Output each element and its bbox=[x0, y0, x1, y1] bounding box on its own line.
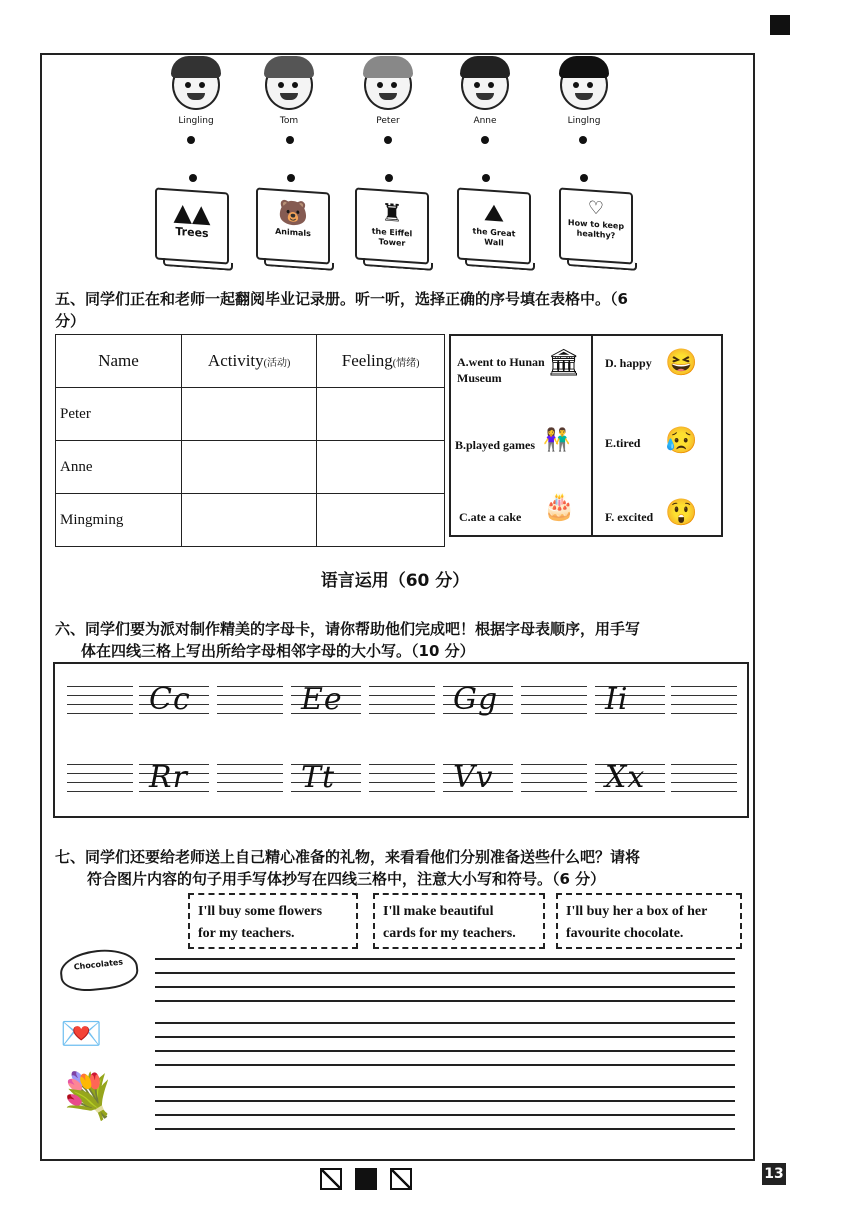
book-healthy bbox=[559, 187, 633, 264]
girl-face-icon bbox=[560, 60, 608, 110]
title-line: 符合图片内容的句子用手写体抄写在四线三格中，注意大小写和符号。（6 分） bbox=[87, 870, 606, 888]
page-number: 13 bbox=[762, 1163, 786, 1185]
book-label: the Eiffel Tower bbox=[371, 226, 413, 248]
title-line: 体在四线三格上写出所给字母相邻字母的大小写。（10 分） bbox=[81, 642, 475, 660]
row-name: Peter bbox=[56, 388, 182, 441]
boy-face-icon bbox=[172, 60, 220, 110]
activity-answer-cell[interactable] bbox=[182, 388, 317, 441]
row-name: Mingming bbox=[56, 494, 182, 547]
question-7-title bbox=[55, 846, 745, 890]
flowers-icon: 💐 bbox=[60, 1071, 115, 1122]
chocolate-label: Chocolates bbox=[58, 946, 140, 994]
scan-mark-icon bbox=[390, 1168, 412, 1190]
writing-line[interactable] bbox=[155, 958, 735, 960]
sentence-line: favourite chocolate. bbox=[566, 926, 684, 941]
happy-face-icon: 😆 bbox=[665, 348, 698, 378]
given-letter: Vv bbox=[453, 760, 494, 795]
match-dot[interactable] bbox=[482, 174, 490, 182]
girl-face-icon bbox=[461, 60, 509, 110]
sentence-line: I'll buy some flowers bbox=[198, 904, 323, 919]
book-trees bbox=[155, 187, 229, 264]
feeling-answer-cell[interactable] bbox=[317, 494, 445, 547]
option-d: D. happy bbox=[605, 356, 652, 370]
museum-icon: 🏛 bbox=[547, 348, 581, 378]
activity-answer-cell[interactable] bbox=[182, 441, 317, 494]
character-5 bbox=[551, 60, 617, 126]
match-dot[interactable] bbox=[579, 136, 587, 144]
heart-icon: ♡ bbox=[587, 197, 605, 220]
table-row bbox=[56, 388, 445, 441]
character-name: Peter bbox=[376, 116, 400, 126]
sentence-line: I'll buy her a box of her bbox=[566, 904, 708, 919]
sentence-line: I'll make beautiful bbox=[383, 904, 494, 919]
writing-line[interactable] bbox=[155, 1128, 735, 1130]
boy-face-icon bbox=[265, 60, 313, 110]
given-letter: Ee bbox=[301, 682, 343, 717]
letter-card-box bbox=[53, 662, 749, 818]
excited-face-icon: 😲 bbox=[665, 498, 698, 528]
match-dot[interactable] bbox=[580, 174, 588, 182]
character-name: Linglng bbox=[567, 116, 601, 126]
match-dot[interactable] bbox=[286, 136, 294, 144]
kids-playing-icon: 👫 bbox=[543, 428, 571, 453]
writing-line[interactable] bbox=[155, 986, 735, 988]
match-dot[interactable] bbox=[187, 136, 195, 144]
blank-writing-lines[interactable] bbox=[369, 764, 435, 792]
header-activity: Activity(活动) bbox=[182, 335, 317, 388]
character-name: Lingling bbox=[178, 116, 214, 126]
book-eiffel-tower bbox=[355, 187, 429, 264]
animal-icon: 🐻 bbox=[278, 197, 308, 229]
writing-line[interactable] bbox=[155, 1086, 735, 1088]
blank-writing-lines[interactable] bbox=[521, 764, 587, 792]
character-2 bbox=[256, 60, 322, 126]
character-name: Tom bbox=[279, 116, 299, 126]
given-letter: Xx bbox=[605, 760, 646, 795]
writing-line[interactable] bbox=[155, 1050, 735, 1052]
writing-line[interactable] bbox=[155, 1036, 735, 1038]
cake-icon: 🎂 bbox=[543, 492, 576, 522]
writing-line[interactable] bbox=[155, 1000, 735, 1002]
book-label: Animals bbox=[275, 226, 311, 239]
header-feeling: Feeling(情绪) bbox=[317, 335, 445, 388]
writing-line[interactable] bbox=[155, 972, 735, 974]
scan-mark-icon bbox=[355, 1168, 377, 1190]
match-dot[interactable] bbox=[189, 174, 197, 182]
match-dot[interactable] bbox=[384, 136, 392, 144]
feeling-answer-cell[interactable] bbox=[317, 441, 445, 494]
given-letter: Rr bbox=[149, 760, 188, 795]
given-letter: Tt bbox=[301, 760, 336, 795]
tree-icon: ▲▲ bbox=[173, 197, 211, 229]
given-letter: Ii bbox=[605, 682, 629, 717]
activity-answer-cell[interactable] bbox=[182, 494, 317, 547]
option-f: F. excited bbox=[605, 510, 654, 524]
book-animals bbox=[256, 187, 330, 264]
option-b: B.played games bbox=[455, 438, 536, 452]
given-letter: Gg bbox=[453, 682, 499, 717]
option-c: C.ate a cake bbox=[459, 510, 522, 524]
blank-writing-lines[interactable] bbox=[217, 764, 283, 792]
option-e: E.tired bbox=[605, 436, 641, 450]
blank-writing-lines[interactable] bbox=[67, 686, 133, 714]
writing-line[interactable] bbox=[155, 1100, 735, 1102]
title-line: 分） bbox=[55, 312, 86, 330]
book-label: Trees bbox=[175, 224, 209, 241]
character-name: Anne bbox=[473, 116, 497, 126]
header-name: Name bbox=[56, 335, 182, 388]
table-row bbox=[56, 441, 445, 494]
writing-line[interactable] bbox=[155, 1114, 735, 1116]
character-3 bbox=[355, 60, 421, 126]
match-dot[interactable] bbox=[385, 174, 393, 182]
question-6-title bbox=[55, 618, 745, 662]
tower-icon: ♜ bbox=[381, 198, 403, 228]
book-label: the Great Wall bbox=[472, 226, 516, 248]
book-great-wall bbox=[457, 187, 531, 264]
character-4 bbox=[452, 60, 518, 126]
title-line: 七、同学们还要给老师送上自己精心准备的礼物，来看看他们分别准备送些什么吧？请将 bbox=[55, 848, 641, 866]
given-letter: Cc bbox=[149, 682, 191, 717]
title-line: 六、同学们要为派对制作精美的字母卡，请你帮助他们完成吧！根据字母表顺序，用手写 bbox=[55, 620, 641, 638]
section-title: 语言运用（60 分） bbox=[320, 571, 470, 591]
table-row bbox=[56, 494, 445, 547]
title-line: 五、同学们正在和老师一起翻阅毕业记录册。听一听，选择正确的序号填在表格中。（6 bbox=[55, 290, 628, 308]
match-dot[interactable] bbox=[287, 174, 295, 182]
sentence-option-chocolate bbox=[556, 893, 742, 949]
blank-writing-lines[interactable] bbox=[671, 686, 737, 714]
corner-registration-mark bbox=[770, 15, 790, 35]
row-name: Anne bbox=[56, 441, 182, 494]
sentence-option-cards bbox=[373, 893, 545, 949]
options-box bbox=[449, 334, 723, 537]
tired-face-icon: 😥 bbox=[665, 426, 698, 456]
wall-icon: ⛰ bbox=[483, 198, 505, 228]
scan-mark-icon bbox=[320, 1168, 342, 1190]
writing-line[interactable] bbox=[155, 1022, 735, 1024]
match-dot[interactable] bbox=[481, 136, 489, 144]
blank-writing-lines[interactable] bbox=[67, 764, 133, 792]
cards-icon: 💌 bbox=[60, 1014, 103, 1054]
blank-writing-lines[interactable] bbox=[217, 686, 283, 714]
sentence-option-flowers bbox=[188, 893, 358, 949]
blank-writing-lines[interactable] bbox=[369, 686, 435, 714]
chocolate-box-icon bbox=[60, 950, 140, 996]
character-1 bbox=[163, 60, 229, 126]
sentence-line: cards for my teachers. bbox=[383, 926, 516, 941]
sentence-line: for my teachers. bbox=[198, 926, 295, 941]
option-a: A.went to Hunan Museum bbox=[457, 355, 545, 385]
blank-writing-lines[interactable] bbox=[521, 686, 587, 714]
boy-face-icon bbox=[364, 60, 412, 110]
book-label: How to keep healthy? bbox=[567, 218, 625, 241]
feeling-answer-cell[interactable] bbox=[317, 388, 445, 441]
answer-table bbox=[55, 334, 445, 547]
writing-line[interactable] bbox=[155, 1064, 735, 1066]
blank-writing-lines[interactable] bbox=[671, 764, 737, 792]
question-5-title bbox=[55, 288, 735, 332]
